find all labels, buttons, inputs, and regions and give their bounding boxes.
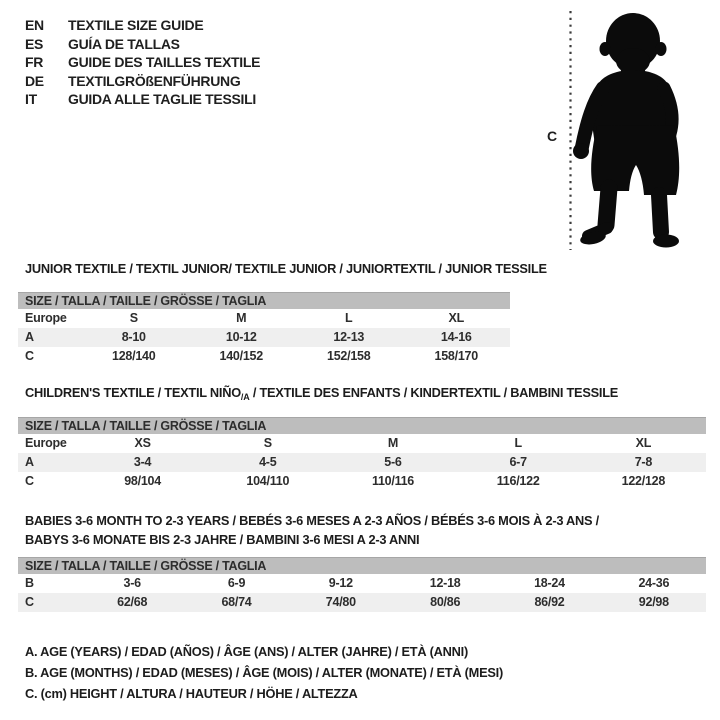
size-cell: S bbox=[129, 311, 138, 325]
size-cell: 116/122 bbox=[496, 474, 540, 488]
lang-row-es bbox=[25, 35, 260, 54]
row-label: Europe bbox=[25, 436, 67, 450]
size-cell: 12-13 bbox=[295, 328, 403, 347]
size-cell: 158/170 bbox=[434, 349, 478, 363]
footnote-b: B. AGE (MONTHS) / EDAD (MESES) / ÂGE (MOIS) / ALTER (MONATE) / ETÀ (MESI) bbox=[25, 665, 503, 680]
size-cell: 104/110 bbox=[246, 474, 290, 488]
junior-textile-section bbox=[18, 261, 547, 366]
toddler-silhouette bbox=[573, 13, 679, 248]
row-label: A bbox=[18, 453, 80, 472]
size-cell: 24-36 bbox=[638, 576, 670, 590]
size-cell: XS bbox=[134, 436, 151, 450]
toddler-figure-svg bbox=[545, 4, 705, 254]
size-cell: 152/158 bbox=[327, 349, 371, 363]
row-label: C bbox=[25, 474, 34, 488]
childrens-textile-title bbox=[18, 385, 706, 405]
size-cell: 110/116 bbox=[371, 474, 414, 488]
size-header-label: SIZE / TALLA / TAILLE / GRÖSSE / TAGLIA bbox=[18, 293, 510, 309]
lang-code: ES bbox=[25, 35, 44, 52]
lang-title: GUIDA ALLE TAGLIE TESSILI bbox=[68, 91, 256, 108]
babies-textile-title bbox=[18, 511, 706, 549]
lang-code: EN bbox=[25, 17, 44, 34]
title-text: CHILDREN'S TEXTILE / TEXTIL NIÑO bbox=[25, 385, 241, 400]
size-header-bar bbox=[18, 418, 706, 434]
lang-title: GUIDE DES TAILLES TEXTILE bbox=[68, 54, 261, 71]
childrens-textile-section bbox=[18, 385, 706, 491]
size-header-label: SIZE / TALLA / TAILLE / GRÖSSE / TAGLIA bbox=[18, 418, 706, 434]
size-cell: 128/140 bbox=[112, 349, 156, 363]
size-cell: 14-16 bbox=[403, 328, 511, 347]
table-row bbox=[18, 593, 706, 612]
size-header-bar bbox=[18, 293, 510, 309]
lang-row-fr bbox=[25, 53, 260, 72]
footnotes bbox=[25, 641, 503, 704]
size-cell: 92/98 bbox=[602, 593, 706, 612]
title-line-2: BABYS 3-6 MONATE BIS 2-3 JAHRE / BAMBINI 3-6 MESI A 2-3 ANNI bbox=[25, 532, 420, 547]
table-row bbox=[18, 347, 510, 366]
size-cell: 8-10 bbox=[80, 328, 188, 347]
table-row bbox=[18, 328, 510, 347]
lang-row-en bbox=[25, 16, 260, 35]
footnote-a: A. AGE (YEARS) / EDAD (AÑOS) / ÂGE (ANS) / ALTER (JAHRE) / ETÀ (ANNI) bbox=[25, 644, 468, 659]
lang-code: IT bbox=[25, 91, 37, 108]
size-cell: 98/104 bbox=[124, 474, 161, 488]
size-cell: 74/80 bbox=[289, 593, 393, 612]
size-cell: 80/86 bbox=[393, 593, 497, 612]
size-cell: XL bbox=[635, 436, 652, 450]
table-row bbox=[18, 574, 706, 593]
junior-textile-title: JUNIOR TEXTILE / TEXTIL JUNIOR/ TEXTILE JUNIOR / JUNIORTEXTIL / JUNIOR TESSILE bbox=[25, 261, 547, 276]
height-measure-label: C bbox=[547, 128, 558, 144]
size-cell: 3-4 bbox=[80, 453, 205, 472]
size-cell: 62/68 bbox=[80, 593, 184, 612]
size-cell: L bbox=[514, 436, 522, 450]
lang-title: TEXTILE SIZE GUIDE bbox=[68, 17, 204, 34]
lang-title: TEXTILGRÖßENFÜHRUNG bbox=[68, 72, 241, 89]
size-cell: 6-7 bbox=[456, 453, 581, 472]
lang-code: FR bbox=[25, 54, 44, 71]
table-row bbox=[18, 434, 706, 453]
title-text: / TEXTILE DES ENFANTS / KINDERTEXTIL / BAMBINI TESSILE bbox=[249, 385, 619, 400]
lang-code: DE bbox=[25, 72, 44, 89]
childrens-textile-table bbox=[18, 417, 706, 491]
table-row bbox=[18, 453, 706, 472]
size-cell: 12-18 bbox=[429, 576, 461, 590]
size-cell: M bbox=[387, 436, 399, 450]
size-cell: 7-8 bbox=[581, 453, 706, 472]
size-cell: 68/74 bbox=[184, 593, 288, 612]
height-figure bbox=[545, 4, 705, 254]
size-cell: XL bbox=[448, 311, 464, 325]
size-cell: 6-9 bbox=[227, 576, 246, 590]
size-cell: 3-6 bbox=[123, 576, 141, 590]
size-cell: M bbox=[236, 311, 247, 325]
size-cell: L bbox=[345, 311, 353, 325]
language-header bbox=[25, 16, 260, 109]
title-subscript: /A bbox=[240, 392, 250, 402]
lang-title: GUÍA DE TALLAS bbox=[68, 35, 180, 52]
footnote-c: C. (cm) HEIGHT / ALTURA / HAUTEUR / HÖHE / ALTEZZA bbox=[25, 686, 358, 701]
size-cell: 18-24 bbox=[534, 576, 565, 590]
size-cell: 10-12 bbox=[188, 328, 296, 347]
size-header-bar bbox=[18, 558, 706, 574]
size-cell: 5-6 bbox=[330, 453, 455, 472]
title-line-1: BABIES 3-6 MONTH TO 2-3 YEARS / BEBÉS 3-6 MESES A 2-3 AÑOS / BÉBÉS 3-6 MOIS À 2-3 ANS / bbox=[25, 513, 599, 528]
row-label: B bbox=[25, 576, 34, 590]
lang-row-de bbox=[25, 72, 260, 91]
size-cell: 140/152 bbox=[219, 349, 263, 363]
table-row bbox=[18, 472, 706, 491]
size-cell: 9-12 bbox=[328, 576, 353, 590]
table-row bbox=[18, 309, 510, 328]
babies-textile-table bbox=[18, 557, 706, 612]
babies-textile-section bbox=[18, 511, 706, 612]
junior-textile-table bbox=[18, 292, 510, 366]
size-cell: 4-5 bbox=[205, 453, 330, 472]
row-label: C bbox=[25, 349, 34, 363]
row-label: Europe bbox=[25, 311, 67, 325]
size-cell: S bbox=[263, 436, 272, 450]
size-cell: 122/128 bbox=[621, 474, 666, 488]
row-label: A bbox=[18, 328, 80, 347]
lang-row-it bbox=[25, 90, 260, 109]
size-cell: 86/92 bbox=[497, 593, 601, 612]
size-header-label: SIZE / TALLA / TAILLE / GRÖSSE / TAGLIA bbox=[18, 558, 706, 574]
row-label: C bbox=[18, 593, 80, 612]
